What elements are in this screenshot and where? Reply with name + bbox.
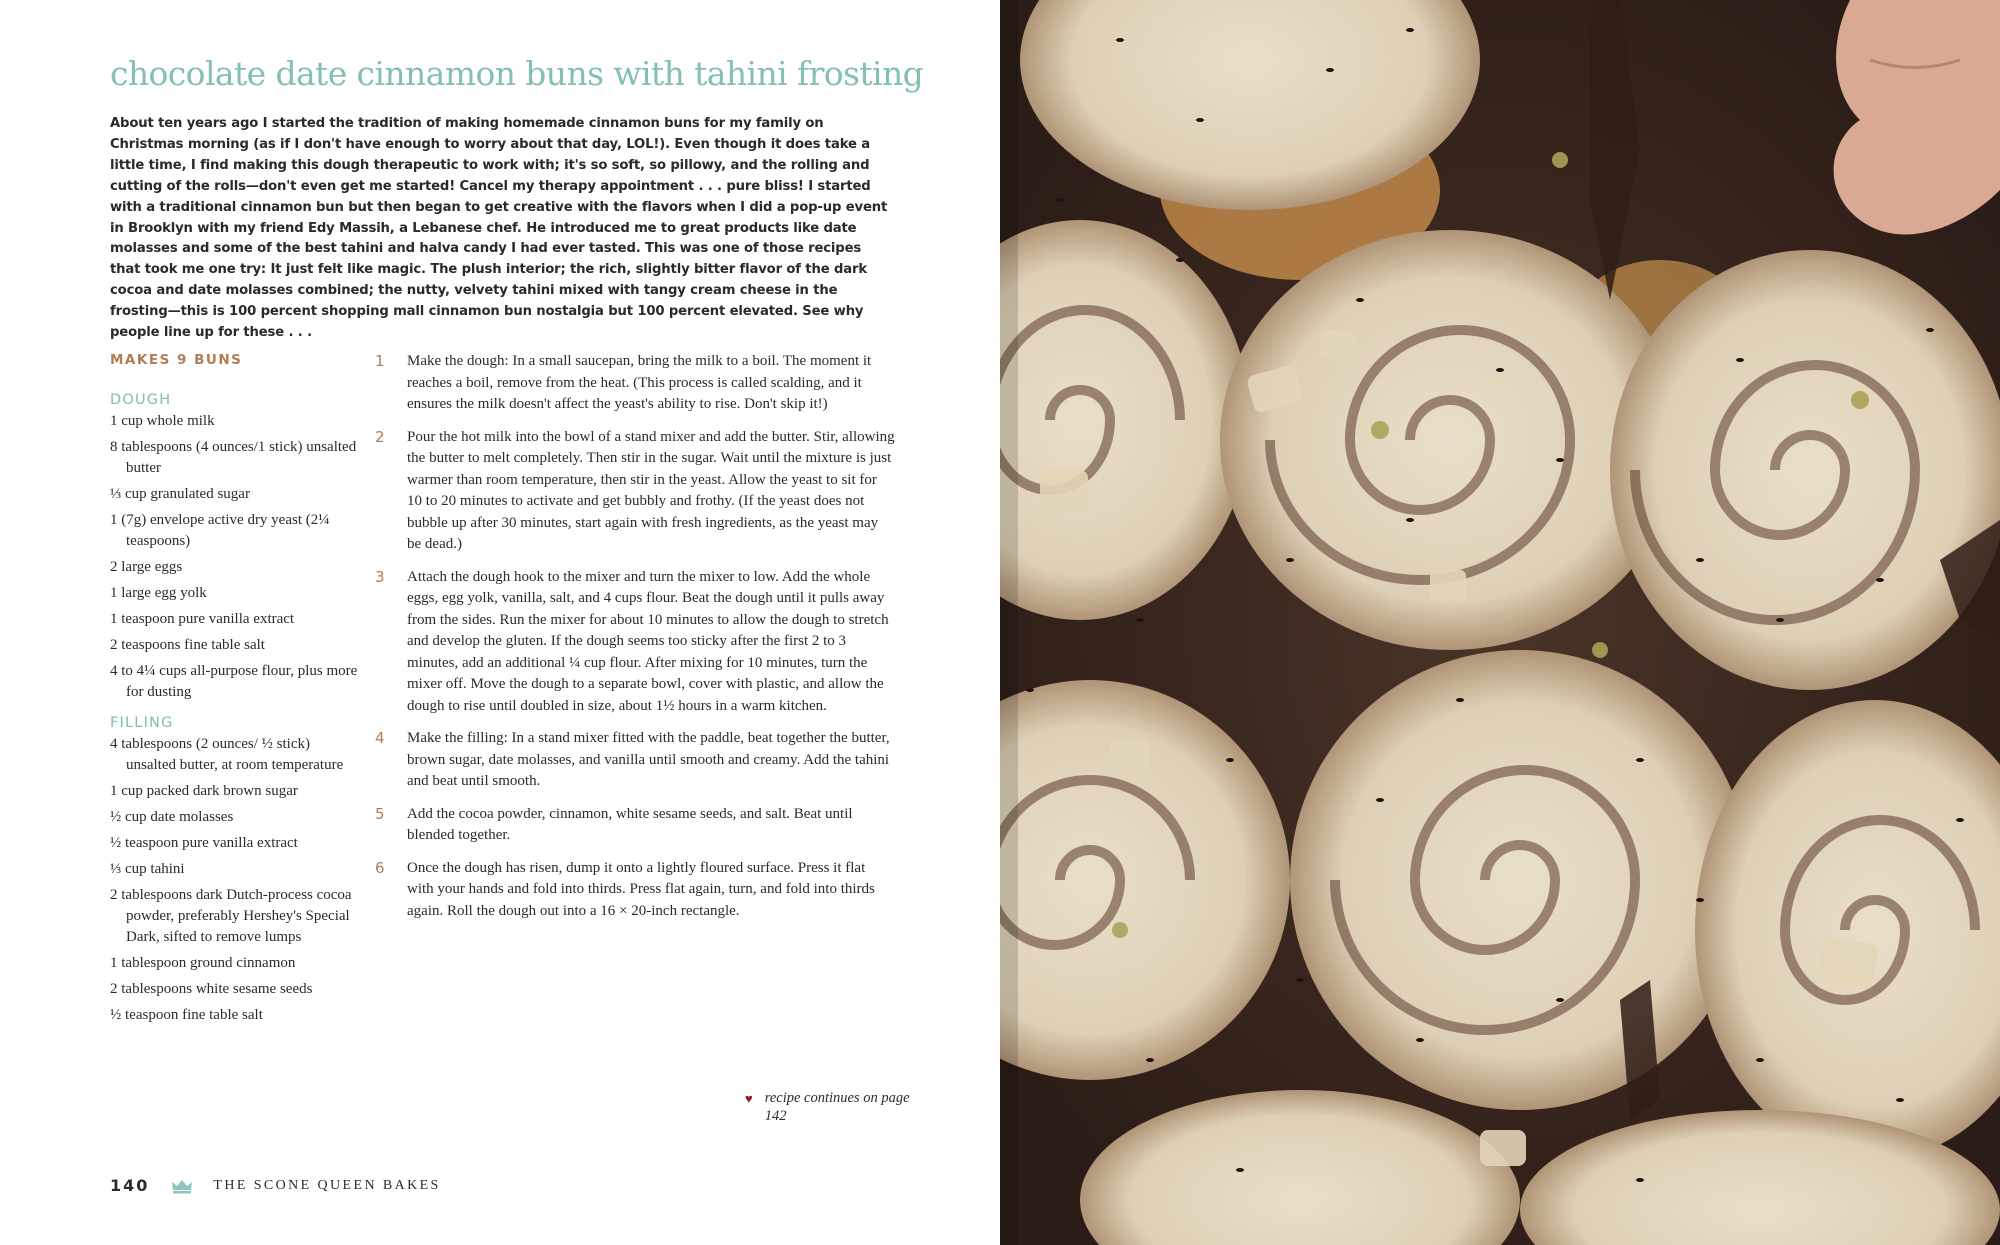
step-number: 1 [375, 352, 385, 370]
page-number: 140 [110, 1176, 150, 1195]
page-footer [110, 1176, 441, 1195]
ingredient-item: ½ teaspoon pure vanilla extract [110, 835, 298, 851]
ingredient-item: ½ teaspoon fine table salt [110, 1007, 263, 1023]
ingredient-item: 1 (7g) envelope active dry yeast (2¼ teaspoons) [110, 512, 330, 549]
ingredient-item: ⅓ cup tahini [110, 861, 185, 877]
ingredient-item: 4 tablespoons (2 ounces/ ½ stick) unsalted butter, at room temperature [110, 736, 344, 773]
ingredient-item: 2 large eggs [110, 559, 183, 575]
method-steps [375, 351, 895, 933]
dough-heading: DOUGH [110, 392, 172, 408]
step-text: Make the dough: In a small saucepan, bring the milk to a boil. The moment it reaches a boil, remove from the heat. (This process is called scalding, and it ensures the milk doesn't affect the yeast's ability to rise. Don't skip it!) [407, 353, 872, 412]
recipe-yield: MAKES 9 BUNS [110, 352, 243, 368]
heart-icon: ♥ [745, 1091, 753, 1106]
continuation-note [745, 1090, 915, 1125]
ingredient-item: 4 to 4¼ cups all-purpose flour, plus more for dusting [110, 663, 358, 700]
ingredient-item: 1 large egg yolk [110, 585, 207, 601]
step-text: Attach the dough hook to the mixer and turn the mixer to low. Add the whole eggs, egg yolk, vanilla, salt, and 4 cups flour. Beat the dough until it pulls away from the sides. Run the mixer for about 10 minutes to allow the dough to stretch and develop the gluten. If the dough seems too sticky after the first 2 to 3 minutes, add an additional ¼ cup flour. After mixing for 10 minutes, turn the mixer off. Move the dough to a separate bowl, cover with plastic, and allow the dough to rise until doubled in size, about 1½ hours in a warm kitchen. [407, 568, 889, 714]
step-text: Add the cocoa powder, cinnamon, white sesame seeds, and salt. Beat until blended together. [407, 805, 853, 843]
ingredient-item: ½ cup date molasses [110, 809, 234, 825]
step-number: 5 [375, 804, 385, 823]
ingredient-list [110, 392, 360, 1031]
step-number: 3 [375, 567, 385, 586]
recipe-title: chocolate date cinnamon buns with tahini frosting [110, 54, 924, 93]
step-number: 6 [375, 858, 385, 877]
step-item [375, 804, 895, 847]
ingredient-item: ⅓ cup granulated sugar [110, 486, 250, 502]
step-item [375, 427, 895, 556]
left-page [0, 0, 998, 1245]
filling-heading: FILLING [110, 715, 174, 731]
continuation-text: recipe continues on page 142 [764, 1090, 910, 1124]
ingredient-item: 8 tablespoons (4 ounces/1 stick) unsalted butter [110, 439, 357, 476]
recipe-intro: About ten years ago I started the tradition of making homemade cinnamon buns for my family on Christmas morning (as if I don't have enough to worry about that day, LOL!). Even though it does take a little time, I find making this dough therapeutic to work with; it's so soft, so pillowy, and the rolling and cutting of the rolls—don't even get me started! Cancel my therapy appointment . . . pure bliss! I started with a traditional cinnamon bun but then began to get creative with the flavors when I did a pop-up event in Brooklyn with my friend Edy Massih, a Lebanese chef. He introduced me to great products like date molasses and some of the best tahini and halva candy I had ever tasted. This was one of those recipes that took me one try: It just felt like magic. The plush interior; the rich, slightly bitter flavor of the dark cocoa and date molasses combined; the nutty, velvety tahini mixed with tangy cream cheese in the frosting—this is 100 percent shopping mall cinnamon bun nostalgia but 100 percent elevated. See why people line up for these . . . [110, 116, 888, 341]
ingredient-item: 1 cup packed dark brown sugar [110, 783, 298, 799]
step-item [375, 351, 895, 416]
step-text: Make the filling: In a stand mixer fitted with the paddle, beat together the butter, brown sugar, date molasses, and vanilla until smooth and creamy. Add the tahini and beat until smooth. [407, 730, 890, 789]
step-number: 2 [375, 427, 385, 446]
step-text: Pour the hot milk into the bowl of a stand mixer and add the butter. Stir, allowing the butter to melt completely. Then stir in the sugar. Wait until the mixture is just warmer than room temperature, then stir in the yeast. Allow the yeast to sit for 10 to 20 minutes to activate and get bubbly and frothy. (If the yeast does not bubble up after 30 minutes, start again with fresh ingredients, as the yeast may be dead.) [407, 428, 895, 552]
ingredient-item: 1 tablespoon ground cinnamon [110, 955, 296, 971]
step-text: Once the dough has risen, dump it onto a lightly floured surface. Press it flat with your hands and fold into thirds. Press flat again, turn, and fold into thirds again. Roll the dough out into a 16 × 20-inch rectangle. [407, 859, 875, 919]
ingredient-item: 1 teaspoon pure vanilla extract [110, 611, 295, 627]
ingredient-item: 2 tablespoons dark Dutch-process cocoa powder, preferably Hershey's Special Dark, sifted to remove lumps [110, 887, 352, 945]
cinnamon-buns-photo [1000, 0, 2000, 1245]
crown-icon [171, 1178, 193, 1194]
photo-illustration [1000, 0, 2000, 1245]
step-number: 4 [375, 729, 385, 747]
book-title: THE SCONE QUEEN BAKES [213, 1177, 441, 1193]
step-item [375, 567, 895, 718]
step-item [375, 858, 895, 923]
ingredient-item: 2 tablespoons white sesame seeds [110, 981, 313, 997]
filling-ingredients [110, 734, 360, 1026]
ingredient-item: 1 cup whole milk [110, 413, 215, 429]
dough-ingredients [110, 411, 360, 703]
step-item [375, 728, 895, 793]
ingredient-item: 2 teaspoons fine table salt [110, 637, 265, 653]
